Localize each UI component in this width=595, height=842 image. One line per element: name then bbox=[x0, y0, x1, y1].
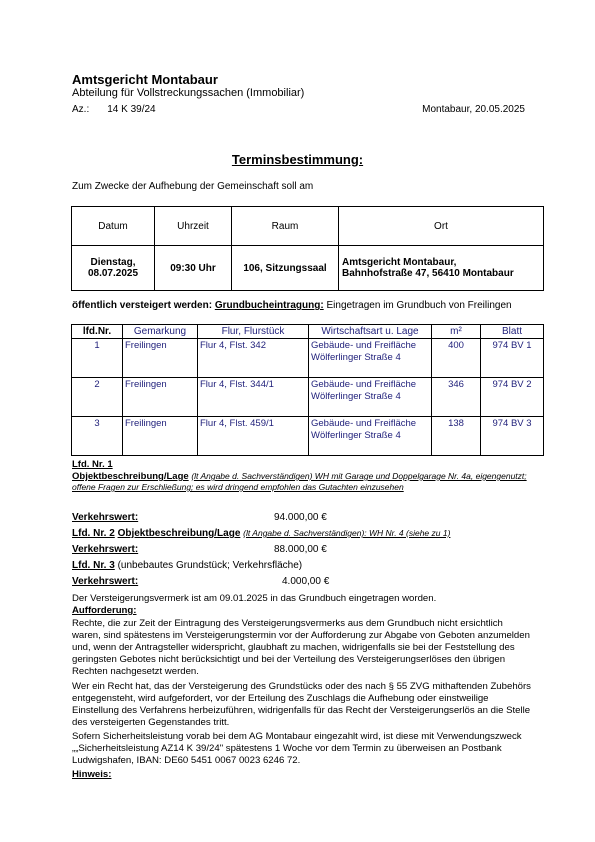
land-register-text: Eingetragen im Grundbuch von Freilingen bbox=[326, 300, 512, 311]
object-3-description bbox=[72, 560, 542, 571]
object-1-desc-label: Objektbeschreibung/Lage bbox=[72, 471, 189, 482]
auction-statement bbox=[72, 300, 542, 311]
row-blatt: 974 BV 2 bbox=[481, 378, 544, 417]
location-line2: Bahnhofstraße 47, 56410 Montabaur bbox=[342, 268, 514, 279]
appointment-date: Dienstag, 08.07.2025 bbox=[72, 246, 155, 291]
auction-lead: öffentlich versteigert werden: bbox=[72, 300, 213, 311]
object-1-value-label: Verkehrswert: bbox=[72, 512, 139, 523]
case-number-value: 14 K 39/24 bbox=[107, 104, 156, 115]
aufforderung-heading: Aufforderung: bbox=[72, 605, 137, 616]
header-room: Raum bbox=[232, 207, 339, 246]
header-date: Datum bbox=[72, 207, 155, 246]
row-m2: 138 bbox=[432, 417, 481, 456]
row-art-location: Wölferlinger Straße 4 bbox=[311, 352, 401, 363]
row-art-type: Gebäude- und Freifläche bbox=[311, 418, 417, 429]
case-number bbox=[72, 104, 156, 115]
appointment-table bbox=[71, 206, 544, 291]
land-table bbox=[71, 324, 544, 456]
row-m2: 346 bbox=[432, 378, 481, 417]
aufforderung-para2: Wer ein Recht hat, das der Versteigerung des Grundstücks oder des nach § 55 ZVG mithaftenden Zubehörs entgegensteht, wird aufgefordert, vor der Erteilung des Zuschlags die Aufhebung oder einstweilige Einstellung des Verfahrens herbeizuführen, widrigenfalls für das Recht der Versteigerungserlös an die Stelle des versteigerten Gegenstandes tritt. bbox=[72, 681, 531, 728]
row-art bbox=[309, 417, 432, 456]
row-art-location: Wölferlinger Straße 4 bbox=[311, 391, 401, 402]
row-nr: 1 bbox=[72, 339, 123, 378]
place-date: Montabaur, 20.05.2025 bbox=[422, 104, 525, 115]
header-time: Uhrzeit bbox=[155, 207, 232, 246]
appointment-room: 106, Sitzungssaal bbox=[232, 246, 339, 291]
row-flur: Flur 4, Flst. 344/1 bbox=[198, 378, 309, 417]
row-art-location: Wölferlinger Straße 4 bbox=[311, 430, 401, 441]
row-blatt: 974 BV 3 bbox=[481, 417, 544, 456]
object-1-value: 94.000,00 € bbox=[274, 512, 327, 523]
row-gemarkung: Freilingen bbox=[123, 378, 198, 417]
object-1-label bbox=[72, 459, 542, 470]
object-3-value-label: Verkehrswert: bbox=[72, 576, 139, 587]
row-art-type: Gebäude- und Freifläche bbox=[311, 379, 417, 390]
row-gemarkung: Freilingen bbox=[123, 339, 198, 378]
table-row bbox=[72, 417, 544, 456]
col-art: Wirtschaftsart u. Lage bbox=[309, 325, 432, 339]
case-number-label: Az.: bbox=[72, 104, 90, 115]
row-m2: 400 bbox=[432, 339, 481, 378]
col-blatt: Blatt bbox=[481, 325, 544, 339]
object-2-value: 88.000,00 € bbox=[274, 544, 327, 555]
intro-text: Zum Zwecke der Aufhebung der Gemeinschaft soll am bbox=[72, 181, 314, 192]
appointment-time: 09:30 Uhr bbox=[155, 246, 232, 291]
hinweis-heading: Hinweis: bbox=[72, 769, 112, 780]
table-row bbox=[72, 378, 544, 417]
col-nr: lfd.Nr. bbox=[72, 325, 123, 339]
row-nr: 3 bbox=[72, 417, 123, 456]
object-2-desc-label: Objektbeschreibung/Lage bbox=[117, 528, 241, 539]
land-register-label: Grundbucheintragung: bbox=[214, 300, 324, 311]
vermerk-text: Der Versteigerungsvermerk ist am 09.01.2025 in das Grundbuch eingetragen worden. bbox=[72, 593, 437, 604]
department: Abteilung für Vollstreckungssachen (Immobiliar) bbox=[72, 87, 305, 99]
col-m2: m² bbox=[432, 325, 481, 339]
row-nr: 2 bbox=[72, 378, 123, 417]
row-flur: Flur 4, Flst. 342 bbox=[198, 339, 309, 378]
object-3-desc-text: (unbebautes Grundstück; Verkehrsfläche) bbox=[117, 560, 303, 571]
row-blatt: 974 BV 1 bbox=[481, 339, 544, 378]
header-location: Ort bbox=[339, 207, 544, 246]
table-row bbox=[72, 339, 544, 378]
object-1-description bbox=[72, 471, 542, 493]
object-1-number: Lfd. Nr. 1 bbox=[72, 459, 113, 470]
court-name: Amtsgericht Montabaur bbox=[72, 72, 218, 87]
object-3-number: Lfd. Nr. 3 bbox=[72, 560, 115, 571]
row-art-type: Gebäude- und Freifläche bbox=[311, 340, 417, 351]
object-2-description bbox=[72, 528, 542, 539]
row-flur: Flur 4, Flst. 459/1 bbox=[198, 417, 309, 456]
col-flur: Flur, Flurstück bbox=[198, 325, 309, 339]
document-title: Terminsbestimmung: bbox=[231, 152, 364, 167]
object-3-value: 4.000,00 € bbox=[282, 576, 330, 587]
row-gemarkung: Freilingen bbox=[123, 417, 198, 456]
object-2-desc-text: (lt Angabe d. Sachverständigen): WH Nr. 4 (siehe zu 1) bbox=[243, 528, 451, 538]
aufforderung-para1: Rechte, die zur Zeit der Eintragung des Versteigerungsvermerks aus dem Grundbuch nicht ersichtlich waren, sind spätestens im Versteigerungstermin vor der Aufforderung zur Abgabe von Geboten anzumelden und, wenn der Antragsteller widerspricht, glaubhaft zu machen, widrigenfalls sie bei der Feststellung des geringsten Gebotes nicht berücksichtigt und bei der Verteilung des Versteigerungserlöses den übrigen Rechten nachgesetzt werden. bbox=[72, 618, 530, 677]
security-deposit-text: Sofern Sicherheitsleistung vorab bei dem AG Montabaur eingezahlt wird, ist diese mit Verwendungszweck „„Sicherheitsleistung AZ14 K 39/24" spätestens 1 Woche vor dem Termin zu überweisen an Postbank Ludwigshafen, IBAN: DE60 5451 0067 0023 6246 72. bbox=[72, 731, 522, 766]
location-line1: Amtsgericht Montabaur, bbox=[342, 257, 457, 268]
row-art bbox=[309, 378, 432, 417]
object-2-number: Lfd. Nr. 2 bbox=[72, 528, 115, 539]
col-gemarkung: Gemarkung bbox=[123, 325, 198, 339]
row-art bbox=[309, 339, 432, 378]
object-2-value-label: Verkehrswert: bbox=[72, 544, 139, 555]
object-1-desc-text: (lt Angabe d. Sachverständigen) WH mit Garage und Doppelgarage Nr. 4a, eigengenutzt; offene Fragen zur Erschließung; es wird dringend empfohlen das Gutachten einzusehen bbox=[72, 471, 527, 492]
appointment-location bbox=[339, 246, 544, 291]
